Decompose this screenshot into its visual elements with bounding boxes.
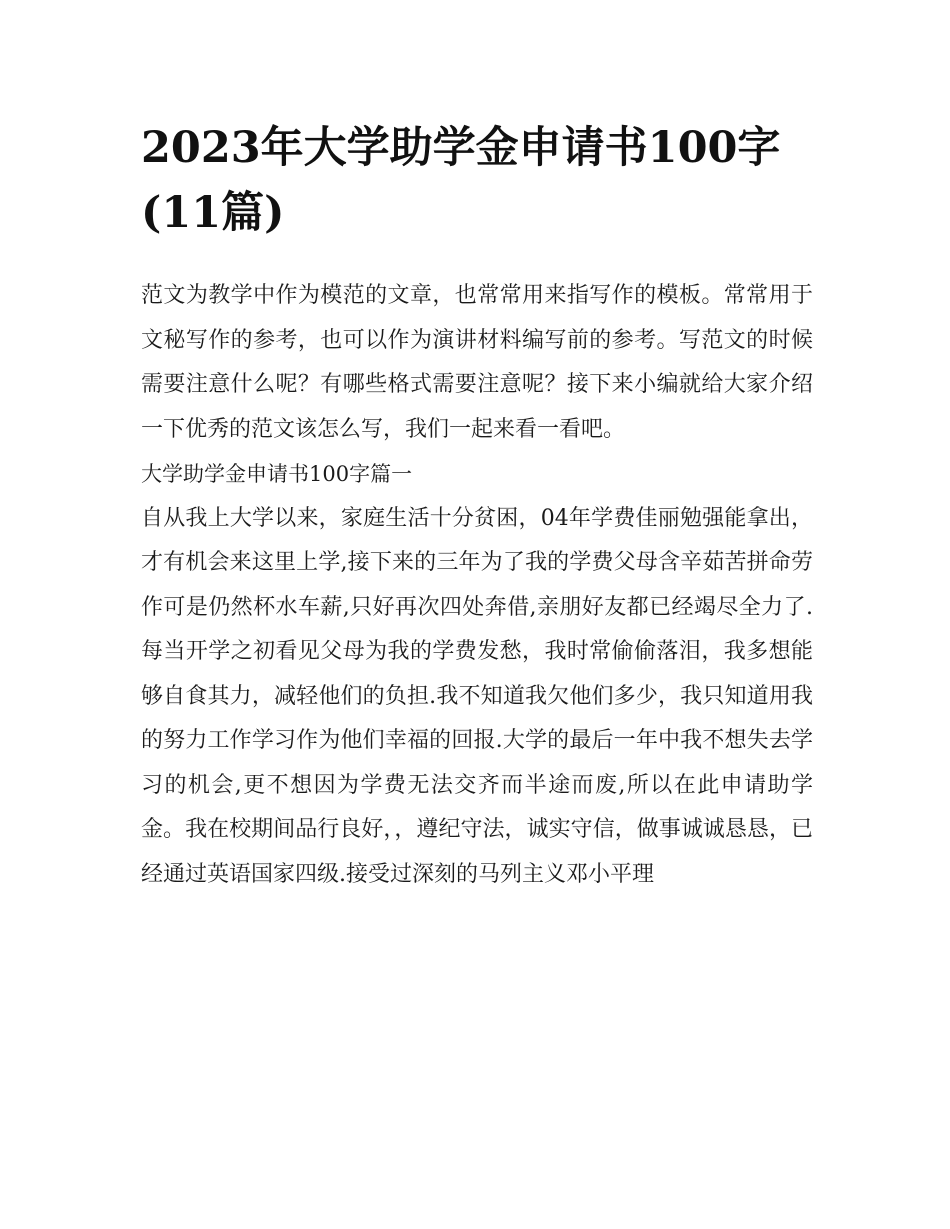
document-content: [141, 116, 813, 897]
document-title: 2023年大学助学金申请书100字(11篇): [141, 123, 781, 238]
intro-paragraph: 范文为教学中作为模范的文章，也常常用来指写作的模板。常常用于文秘写作的参考，也可以作为演讲材料编写前的参考。写范文的时候需要注意什么呢？有哪些格式需要注意呢？接下来小编就给大家介绍一下优秀的范文该怎么写，我们一起来看一看吧。: [141, 283, 813, 442]
section-heading: 大学助学金申请书100字篇一: [141, 462, 413, 486]
document-body: [141, 274, 813, 897]
section-paragraph: 自从我上大学以来，家庭生活十分贫困，04年学费佳丽勉强能拿出，才有机会来这里上学,接下来的三年为了我的学费父母含辛茹苦拼命劳作可是仍然杯水车薪,只好再次四处奔借,亲朋好友都已经竭尽全力了.每当开学之初看见父母为我的学费发愁，我时常偷偷落泪，我多想能够自食其力，减轻他们的负担.我不知道我欠他们多少，我只知道用我的努力工作学习作为他们幸福的回报.大学的最后一年中我不想失去学习的机会,更不想因为学费无法交齐而半途而废,所以在此申请助学金。我在校期间品行良好，，遵纪守法，诚实守信，做事诚诚恳恳，已经通过英语国家四级.接受过深刻的马列主义邓小平理: [141, 505, 813, 887]
